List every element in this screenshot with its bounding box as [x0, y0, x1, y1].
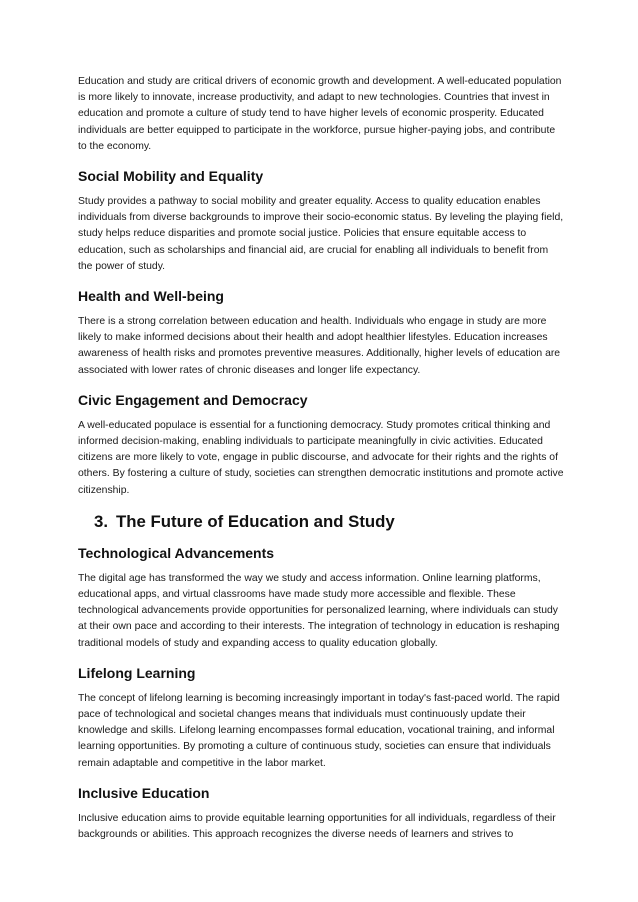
section-title: The Future of Education and Study [116, 511, 395, 531]
paragraph-social-mobility: Study provides a pathway to social mobility and greater equality. Access to quality education enables individuals from diverse backgrounds to improve their socio-economic status. By leveling the playing field, study helps reduce disparities and promote social justice. Policies that ensure equitable access to education, such as scholarships and financial aid, are crucial for enabling all individuals to benefit from the power of study. [78, 196, 564, 272]
heading-civic-engagement: Civic Engagement and Democracy [78, 391, 308, 408]
paragraph-technological: The digital age has transformed the way we study and access information. Online learning platforms, educational apps, and virtual classrooms have made study more accessible and flexible. These technological advancements provide opportunities for personalized learning, where individuals can study at their own pace and according to their interests. The integration of technology in education is reshaping traditional models of study and expanding access to quality education globally. [78, 572, 560, 649]
heading-health: Health and Well-being [78, 288, 224, 305]
document-page [78, 74, 564, 843]
heading-lifelong-learning: Lifelong Learning [78, 664, 196, 681]
section-heading-future [78, 511, 564, 533]
paragraph-inclusive-education: Inclusive education aims to provide equitable learning opportunities for all individuals, regardless of their backgrounds or abilities. This approach recognizes the diverse needs of learners and strives to [78, 812, 556, 841]
paragraph-civic-engagement: A well-educated populace is essential for a functioning democracy. Study promotes critical thinking and informed decision-making, enabling individuals to participate meaningfully in civic activities. Educated citizens are more likely to vote, engage in public discourse, and advocate for their rights and the rights of others. By fostering a culture of study, societies can strengthen democratic institutions and promote active citizenship. [78, 419, 564, 496]
paragraph-economic-growth: Education and study are critical drivers of economic growth and development. A well-educated population is more likely to innovate, increase productivity, and adapt to new technologies. Countries that invest in education and promote a culture of study tend to have higher levels of economic prosperity. Educated individuals are better equipped to participate in the workforce, pursue higher-paying jobs, and contribute to the economy. [78, 76, 562, 152]
section-number: 3. [94, 511, 108, 531]
paragraph-lifelong-learning: The concept of lifelong learning is becoming increasingly important in today's fast-paced world. The rapid pace of technological and societal changes means that individuals must continuously update their knowledge and skills. Lifelong learning encompasses formal education, vocational training, and informal learning opportunities. By promoting a culture of continuous study, societies can ensure that individuals remain adaptable and competitive in the labor market. [78, 692, 560, 769]
heading-social-mobility: Social Mobility and Equality [78, 168, 264, 185]
heading-inclusive-education: Inclusive Education [78, 784, 210, 801]
heading-technological: Technological Advancements [78, 544, 275, 561]
paragraph-health: There is a strong correlation between education and health. Individuals who engage in study are more likely to make informed decisions about their health and adopt healthier lifestyles. Education increases awareness of health risks and promotes preventive measures. Additionally, higher levels of education are associated with lower rates of chronic diseases and longer life expectancy. [78, 316, 561, 376]
